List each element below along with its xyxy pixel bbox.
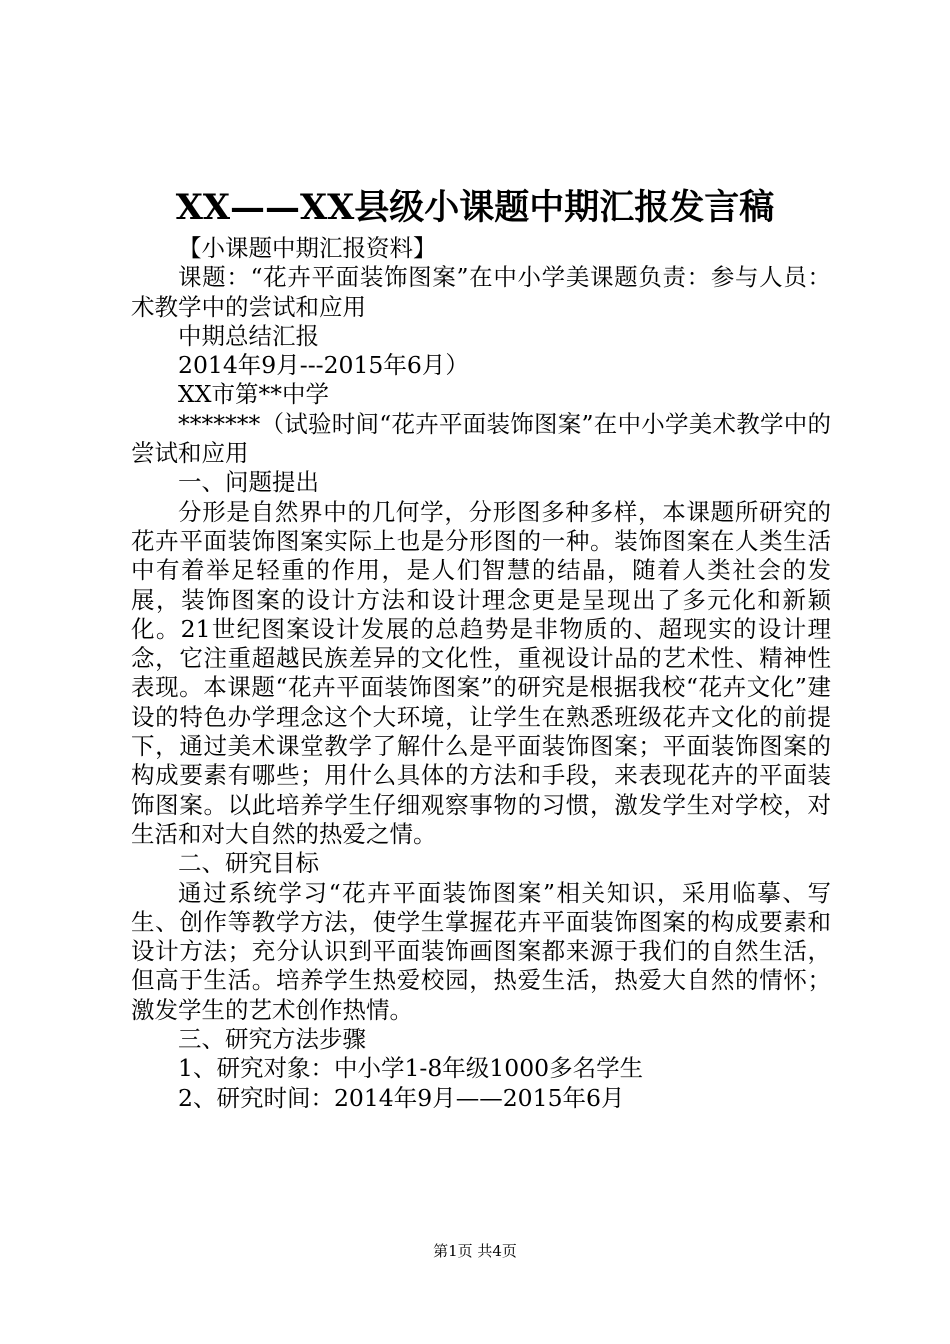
document-title: XX——XX县级小课题中期汇报发言稿 — [175, 187, 775, 228]
document-body — [131, 234, 831, 1113]
paragraph-school: XX市第**中学 — [178, 380, 329, 409]
paragraph-research-subjects: 1、研究对象：中小学1-8年级1000多名学生 — [178, 1054, 644, 1083]
paragraph-period: 2014年9月---2015年6月） — [178, 351, 469, 380]
section-heading-methods: 三、研究方法步骤 — [178, 1025, 366, 1054]
paragraph-materials-heading: 【小课题中期汇报资料】 — [178, 234, 437, 262]
section-heading-goals: 二、研究目标 — [178, 849, 319, 878]
paragraph-topic: 课题：“花卉平面装饰图案”在中小学美课题负责：参与人员：术教学中的尝试和应用 — [131, 263, 831, 321]
page-number-footer: 第1页 共4页 — [433, 1242, 517, 1260]
paragraph-goals: 通过系统学习“花卉平面装饰图案”相关知识，采用临摹、写生、创作等教学方法，使学生掌握花卉平面装饰图案的构成要素和设计方法；充分认识到平面装饰画图案都来源于我们的自然生活，但高于生活。培养学生热爱校园，热爱生活，热爱大自然的情怀；激发学生的艺术创作热情。 — [131, 878, 831, 1024]
paragraph-summary-report: 中期总结汇报 — [178, 321, 319, 350]
paragraph-problem: 分形是自然界中的几何学，分形图多种多样，本课题所研究的花卉平面装饰图案实际上也是分形图的一种。装饰图案在人类生活中有着举足轻重的作用，是人们智慧的结晶，随着人类社会的发展，装饰图案的设计方法和设计理念更是呈现出了多元化和新颖化。21世纪图案设计发展的总趋势是非物质的、超现实的设计理念，它注重超越民族差异的文化性，重视设计品的艺术性、精神性表现。本课题“花卉平面装饰图案”的研究是根据我校“花卉文化”建设的特色办学理念这个大环境，让学生在熟悉班级花卉文化的前提下，通过美术课堂教学了解什么是平面装饰图案；平面装饰图案的构成要素有哪些；用什么具体的方法和手段，来表现花卉的平面装饰图案。以此培养学生仔细观察事物的习惯，激发学生对学校，对生活和对大自然的热爱之情。 — [131, 497, 831, 848]
paragraph-research-time: 2、研究时间：2014年9月——2015年6月 — [178, 1083, 625, 1112]
section-heading-problem: 一、问题提出 — [178, 468, 319, 497]
paragraph-trial: *******（试验时间“花卉平面装饰图案”在中小学美术教学中的尝试和应用 — [131, 409, 831, 468]
